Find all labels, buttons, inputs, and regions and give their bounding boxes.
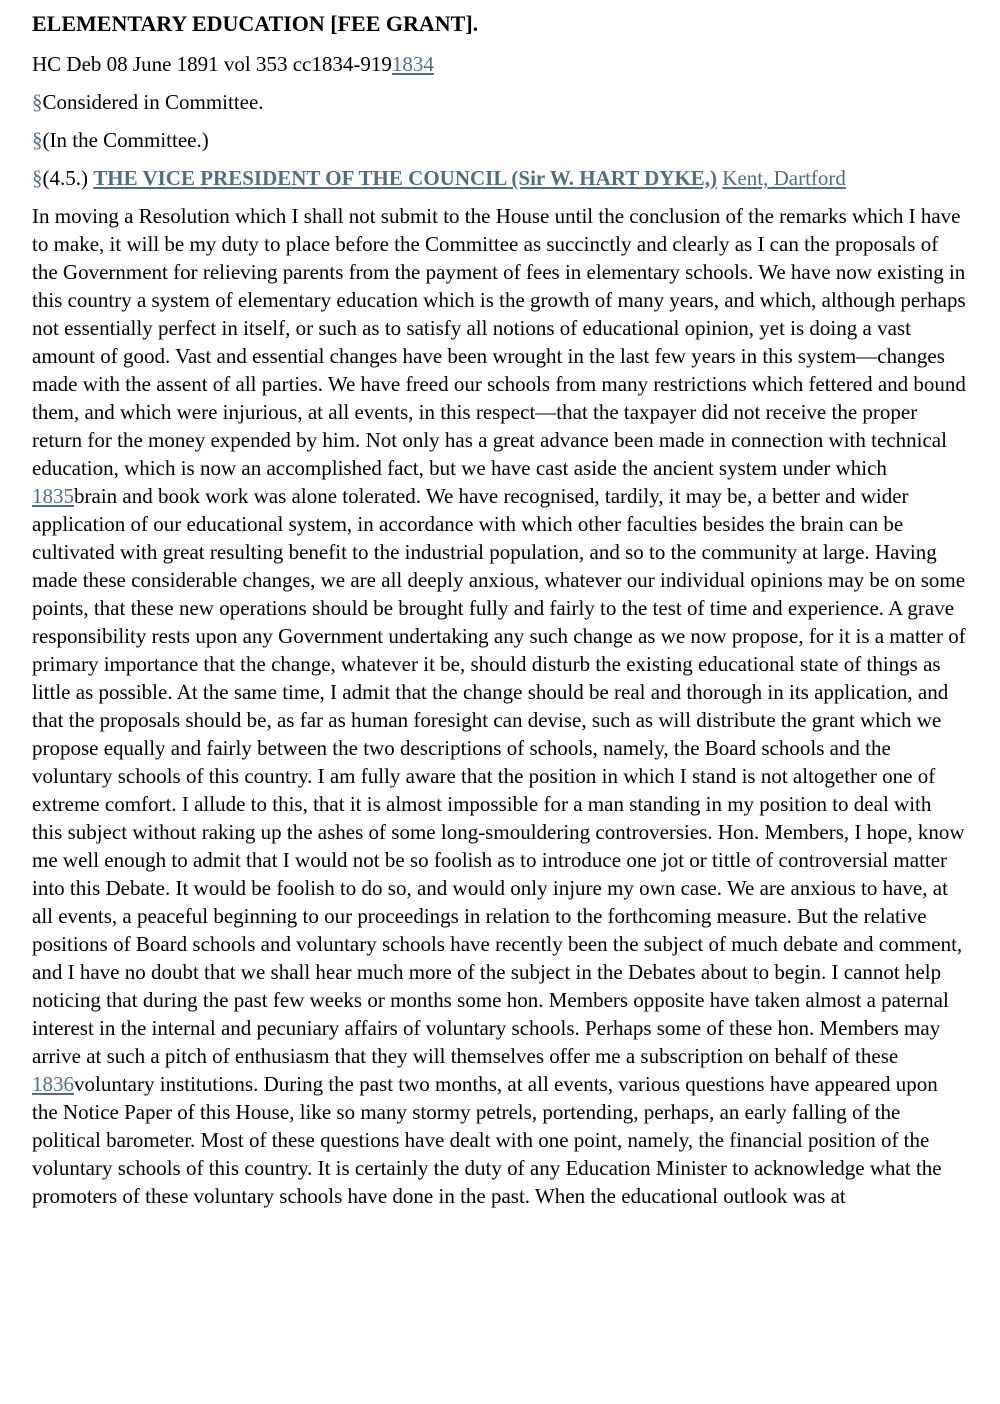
speech-text-3: voluntary institutions. During the past two months, at all events, various questions have appeared upon the Notice Paper of this House, like so many stormy petrels, portending, perhaps, an early falling of the political barometer. Most of these questions have dealt with one point, namely, the financial position of the voluntary schools of this country. It is certainly the duty of any Education Minister to acknowledge what the promoters of these voluntary schools have done in the past. When the educational outlook was at [32, 1072, 942, 1208]
speaker-link[interactable]: THE VICE PRESIDENT OF THE COUNCIL (Sir W. HART DYKE,) [93, 166, 718, 190]
column-link-1835[interactable]: 1835 [32, 484, 74, 508]
speech-paragraph [32, 202, 966, 1210]
citation-line [32, 50, 966, 78]
considered-text: Considered in Committee. [42, 90, 264, 114]
section-mark: § [32, 90, 43, 114]
time-stamp: (4.5.) [42, 166, 88, 190]
column-link-1836[interactable]: 1836 [32, 1072, 74, 1096]
constituency-link[interactable]: Kent, Dartford [722, 166, 846, 190]
column-link-1834[interactable]: 1834 [391, 52, 434, 76]
citation-text: HC Deb 08 June 1891 vol 353 cc1834-919 [32, 52, 392, 76]
considered-line [32, 88, 966, 116]
section-mark: § [32, 128, 43, 152]
page-title: ELEMENTARY EDUCATION [FEE GRANT]. [32, 11, 479, 36]
speech-text-1: In moving a Resolution which I shall not submit to the House until the conclusion of the remarks which I have to make, it will be my duty to place before the Committee as succinctly and clearly as I can the proposals of the Government for relieving parents from the payment of fees in elementary schools. We have now existing in this country a system of elementary education which is the growth of many years, and which, although perhaps not essentially perfect in itself, or such as to satisfy all notions of educational opinion, yet is doing a vast amount of good. Vast and essential changes have been wrought in the last few years in this system—changes made with the assent of all parties. We have freed our schools from many restrictions which fettered and bound them, and which were injurious, at all events, in this respect—that the taxpayer did not receive the proper return for the money expended by him. Not only has a great advance been made in connection with technical education, which is now an accomplished fact, but we have cast aside the ancient system under which [32, 204, 966, 480]
speech-text-2: brain and book work was alone tolerated. We have recognised, tardily, it may be, a better and wider application of our educational system, in accordance with which other faculties besides the brain can be cultivated with great resulting benefit to the industrial population, and so to the community at large. Having made these considerable changes, we are all deeply anxious, whatever our individual opinions may be on some points, that these new operations should be brought fully and fairly to the test of time and experience. A grave responsibility rests upon any Government undertaking any such change as we now propose, for it is a matter of primary importance that the change, whatever it be, should disturb the existing educational state of things as little as possible. At the same time, I admit that the change should be real and thorough in its application, and that the proposals should be, as far as human foresight can devise, such as will distribute the grant which we propose equally and fairly between the two descriptions of schools, namely, the Board schools and the voluntary schools of this country. I am fully aware that the position in which I stand is not altogether one of extreme comfort. I allude to this, that it is almost impossible for a man standing in my position to deal with this subject without raking up the ashes of some long-smouldering controversies. Hon. Members, I hope, know me well enough to admit that I would not be so foolish as to introduce one jot or tittle of controversial matter into this Debate. It would be foolish to do so, and would only injure my own case. We are anxious to have, at all events, a peaceful beginning to our proceedings in relation to the forthcoming measure. But the relative positions of Board schools and voluntary schools have recently been the subject of much debate and comment, and I have no doubt that we shall hear much more of the subject in the Debates about to begin. I cannot help noticing that during the past few weeks or months some hon. Members opposite have taken almost a paternal interest in the internal and pecuniary affairs of voluntary schools. Perhaps some of these hon. Members may arrive at such a pitch of enthusiasm that they will themselves offer me a subscription on behalf of these [32, 484, 966, 1068]
in-committee-text: (In the Committee.) [42, 128, 209, 152]
in-committee-line [32, 126, 966, 154]
section-mark: § [32, 166, 43, 190]
speaker-line [32, 164, 966, 192]
